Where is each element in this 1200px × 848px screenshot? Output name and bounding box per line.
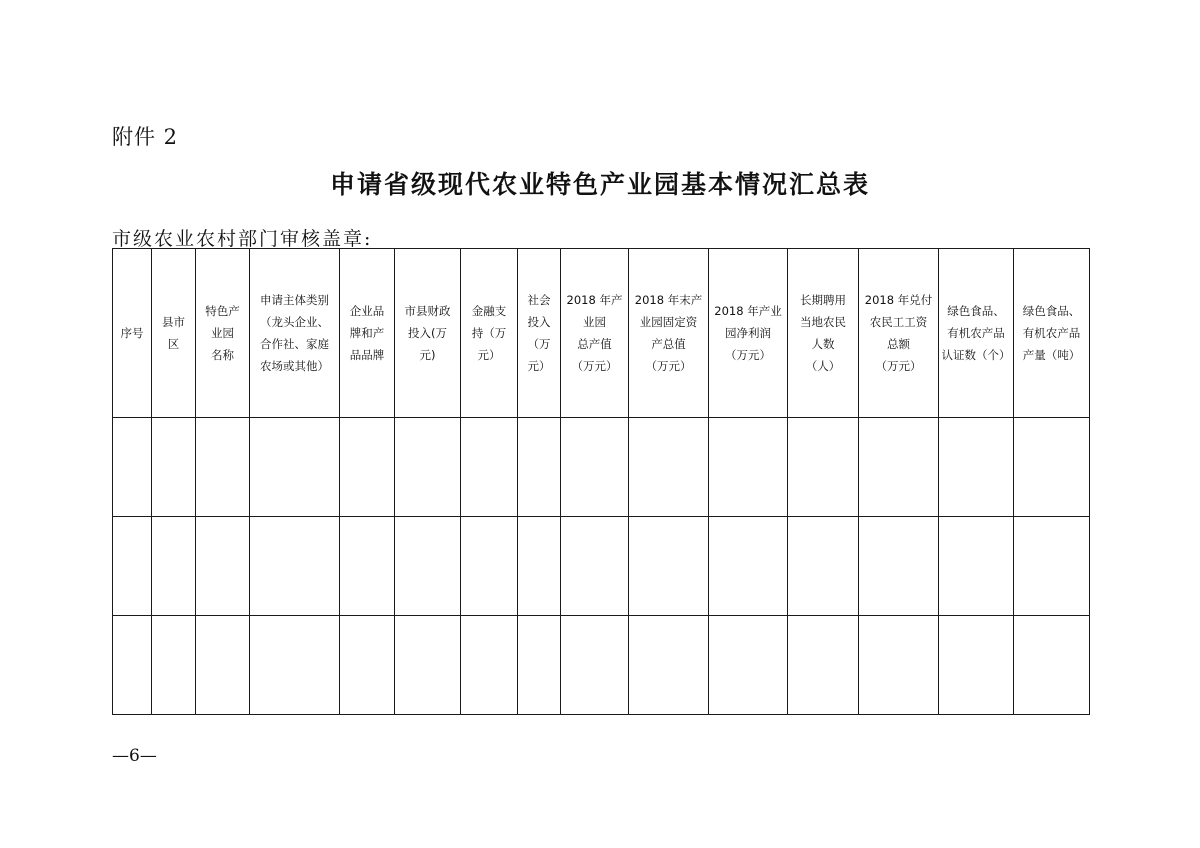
document-title: 申请省级现代农业特色产业园基本情况汇总表: [329, 170, 870, 199]
table-cell: [250, 517, 340, 616]
table-cell: [152, 517, 196, 616]
table-cell: [113, 418, 152, 517]
table-cell: [561, 517, 629, 616]
table-cell: [709, 418, 788, 517]
table-cell: [113, 616, 152, 715]
table-cell: [709, 616, 788, 715]
table-cell: [340, 616, 395, 715]
table-cell: [250, 616, 340, 715]
table-cell: [461, 616, 518, 715]
table-cell: [561, 418, 629, 517]
column-header: 申请主体类别 （龙头企业、 合作社、家庭 农场或其他）: [250, 249, 340, 418]
table-cell: [250, 418, 340, 517]
table-cell: [561, 616, 629, 715]
column-header: 县市 区: [152, 249, 196, 418]
table-row: [113, 616, 1090, 715]
table-cell: [518, 418, 561, 517]
table-cell: [518, 517, 561, 616]
table-cell: [629, 418, 709, 517]
column-header: 2018 年产业 园净利润 （万元）: [709, 249, 788, 418]
column-header: 企业品 牌和产 品品牌: [340, 249, 395, 418]
table-cell: [395, 616, 461, 715]
summary-table: [112, 248, 1090, 715]
table-cell: [859, 616, 939, 715]
column-header: 绿色食品、 有机农产品 产量（吨）: [1014, 249, 1090, 418]
table-body: [113, 418, 1090, 715]
table-cell: [788, 418, 859, 517]
table-cell: [629, 517, 709, 616]
column-header: 2018 年末产 业园固定资 产总值 （万元）: [629, 249, 709, 418]
table-cell: [340, 418, 395, 517]
column-header: 2018 年兑付 农民工工资 总额 （万元）: [859, 249, 939, 418]
column-header: 2018 年产 业园 总产值 （万元）: [561, 249, 629, 418]
table-header-row: [113, 249, 1090, 418]
table-cell: [859, 418, 939, 517]
stamp-line: 市级农业农村部门审核盖章:: [112, 228, 373, 250]
table-cell: [395, 418, 461, 517]
column-header: 绿色食品、 有机农产品 认证数（个）: [939, 249, 1014, 418]
table-cell: [939, 616, 1014, 715]
page-number: —6—: [112, 746, 157, 766]
table-cell: [395, 517, 461, 616]
column-header: 市县财政 投入(万 元): [395, 249, 461, 418]
table-cell: [629, 616, 709, 715]
column-header: 社会 投入 （万 元）: [518, 249, 561, 418]
table-cell: [939, 418, 1014, 517]
column-header: 序号: [113, 249, 152, 418]
table-cell: [788, 517, 859, 616]
table-cell: [859, 517, 939, 616]
column-header: 特色产 业园 名称: [196, 249, 250, 418]
column-header: 长期聘用 当地农民 人数 （人）: [788, 249, 859, 418]
table-cell: [1014, 517, 1090, 616]
table-cell: [1014, 616, 1090, 715]
table-cell: [788, 616, 859, 715]
table-cell: [152, 616, 196, 715]
table-cell: [518, 616, 561, 715]
table-cell: [939, 517, 1014, 616]
table-row: [113, 517, 1090, 616]
table-cell: [152, 418, 196, 517]
table-cell: [709, 517, 788, 616]
table-row: [113, 418, 1090, 517]
table-cell: [196, 616, 250, 715]
table-cell: [113, 517, 152, 616]
column-header: 金融支 持（万 元）: [461, 249, 518, 418]
table-cell: [196, 517, 250, 616]
attachment-label: 附件 2: [112, 125, 179, 149]
table-cell: [340, 517, 395, 616]
table-cell: [461, 517, 518, 616]
table-cell: [196, 418, 250, 517]
table-cell: [461, 418, 518, 517]
table-cell: [1014, 418, 1090, 517]
